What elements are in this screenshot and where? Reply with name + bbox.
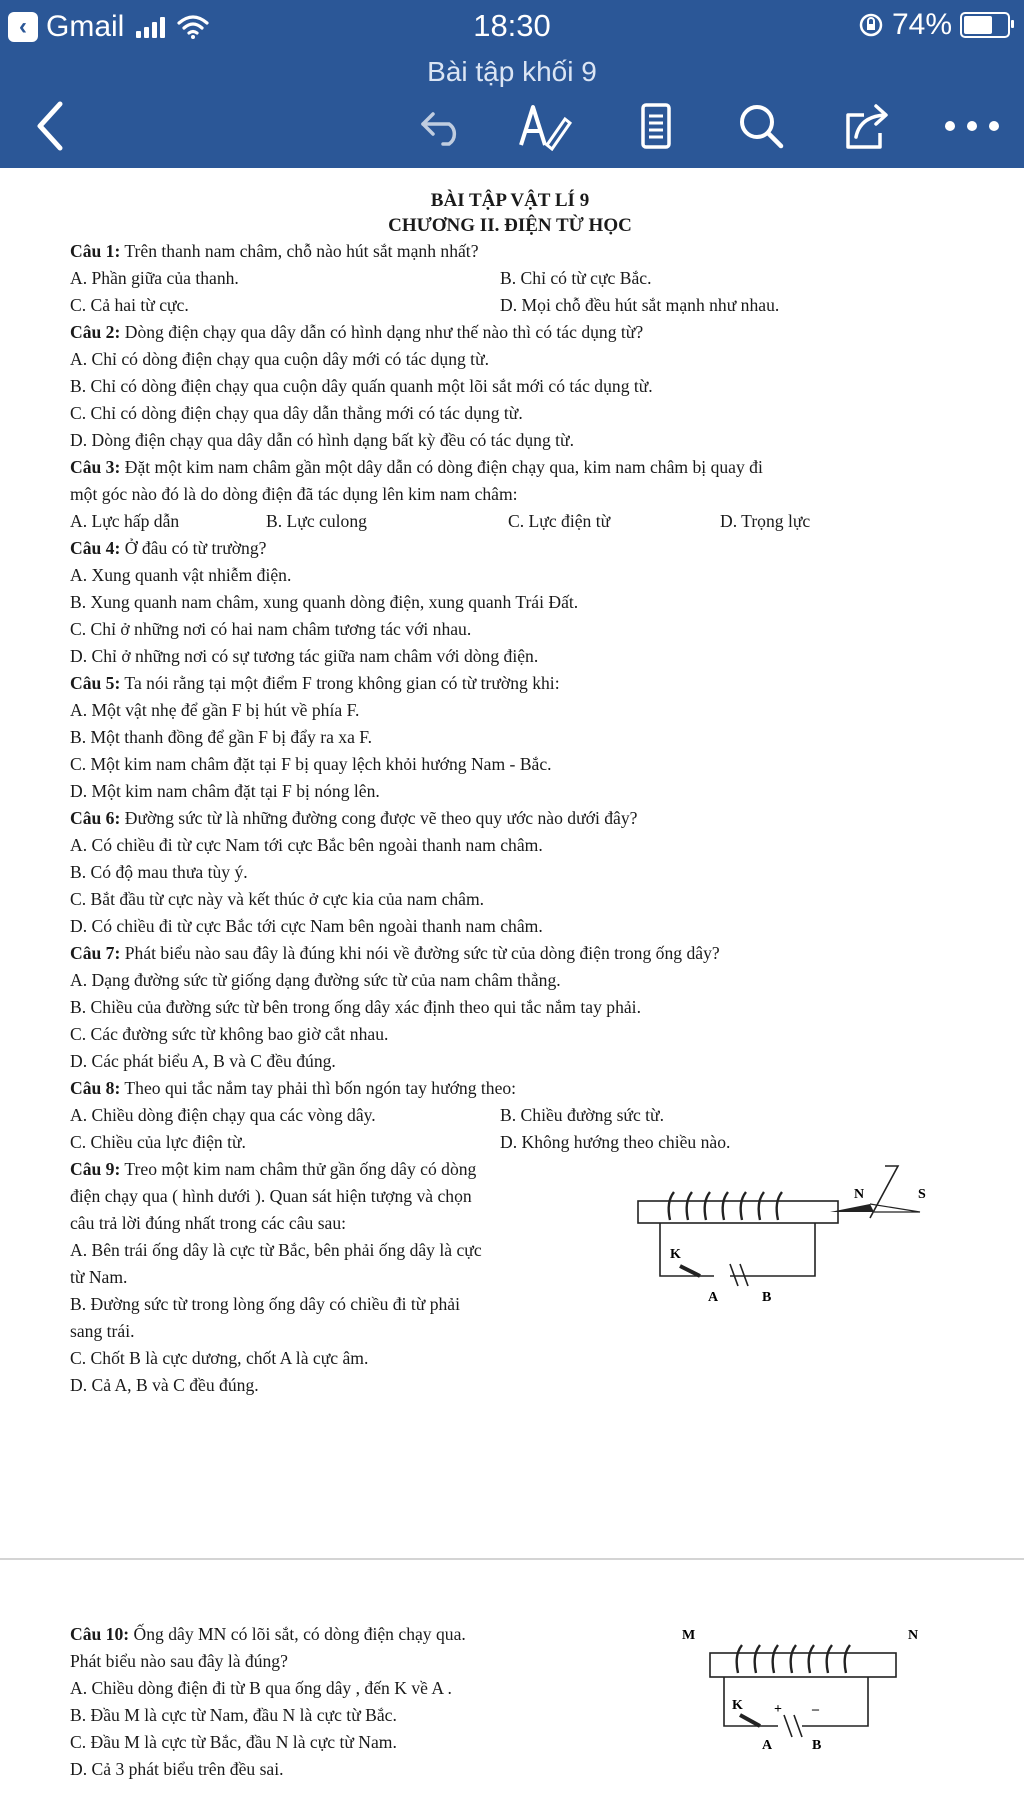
source-app-label: Gmail bbox=[46, 10, 125, 43]
coil-windings bbox=[737, 1645, 850, 1673]
question-label: Câu 1: bbox=[70, 241, 121, 261]
question-label: Câu 6: bbox=[70, 808, 121, 828]
question-label: Câu 9: bbox=[70, 1159, 121, 1179]
question-text: Ống dây MN có lõi sắt, có dòng điện chạy qua. bbox=[129, 1624, 466, 1644]
option-d: D. Dòng điện chạy qua dây dẫn có hình dạng bất kỳ đều có tác dụng từ. bbox=[70, 430, 574, 450]
option-b: B. Chỉ có từ cực Bắc. bbox=[500, 268, 652, 288]
option-a: A. Bên trái ống dây là cực từ Bắc, bên phải ống dây là cực bbox=[70, 1240, 482, 1260]
text-edit-icon bbox=[517, 101, 573, 151]
question-text: Ở đâu có từ trường? bbox=[120, 538, 267, 558]
option-c: C. Một kim nam châm đặt tại F bị quay lệch khỏi hướng Nam - Bắc. bbox=[70, 754, 552, 774]
option-d: D. Một kim nam châm đặt tại F bị nóng lên. bbox=[70, 781, 380, 801]
plus-label: + bbox=[774, 1702, 782, 1717]
question-4 bbox=[70, 535, 950, 562]
reading-view-icon bbox=[639, 102, 673, 150]
option-a: A. Chỉ có dòng điện chạy qua cuộn dây mới có tác dụng từ. bbox=[70, 349, 490, 369]
text-edit-button[interactable] bbox=[515, 96, 575, 156]
terminal-b-label: B bbox=[762, 1290, 772, 1305]
question-3 bbox=[70, 454, 950, 481]
toolbar bbox=[0, 96, 1024, 162]
solenoid-figure-10 bbox=[680, 1621, 940, 1761]
question-label: Câu 5: bbox=[70, 673, 121, 693]
battery-symbol bbox=[730, 1264, 748, 1286]
question-text-cont: câu trả lời đúng nhất trong các câu sau: bbox=[70, 1213, 347, 1233]
minus-label: – bbox=[812, 1702, 819, 1717]
question-text: Trên thanh nam châm, chỗ nào hút sắt mạnh nhất? bbox=[120, 241, 479, 261]
option-d: D. Cả A, B và C đều đúng. bbox=[70, 1375, 259, 1395]
option-d: D. Các phát biểu A, B và C đều đúng. bbox=[70, 1051, 336, 1071]
option-a: A. Một vật nhẹ để gần F bị hút về phía F. bbox=[70, 700, 360, 720]
back-to-app-icon: ‹ bbox=[8, 12, 38, 42]
question-label: Câu 10: bbox=[70, 1624, 130, 1644]
question-text: Đường sức từ là những đường cong được vẽ theo quy ước nào dưới đây? bbox=[120, 808, 638, 828]
search-icon bbox=[736, 101, 786, 151]
option-d: D. Có chiều đi từ cực Bắc tới cực Nam bên ngoài thanh nam châm. bbox=[70, 916, 543, 936]
question-text: Dòng điện chạy qua dây dẫn có hình dạng như thế nào thì có tác dụng từ? bbox=[120, 322, 644, 342]
question-text: Đặt một kim nam châm gần một dây dẫn có dòng điện chạy qua, kim nam châm bị quay đi bbox=[120, 457, 763, 477]
option-b: B. Lực culong bbox=[266, 511, 367, 531]
battery-icon bbox=[960, 12, 1010, 38]
option-b: B. Chỉ có dòng điện chạy qua cuộn dây quấn quanh một lõi sắt mới có tác dụng từ. bbox=[70, 376, 653, 396]
question-5 bbox=[70, 670, 950, 697]
question-10 bbox=[70, 1621, 950, 1783]
switch-k bbox=[680, 1266, 700, 1276]
question-8 bbox=[70, 1075, 950, 1102]
option-a: A. Xung quanh vật nhiễm điện. bbox=[70, 565, 292, 585]
battery-percent: 74% bbox=[891, 8, 952, 41]
option-b: B. Chiều của đường sức từ bên trong ống dây xác định theo qui tắc nắm tay phải. bbox=[70, 997, 641, 1017]
option-a: A. Chiều dòng điện đi từ B qua ống dây , đến K về A . bbox=[70, 1678, 452, 1698]
compass-needle-north bbox=[830, 1204, 874, 1212]
option-a: A. Chiều dòng điện chạy qua các vòng dây. bbox=[70, 1105, 376, 1125]
reading-view-button[interactable] bbox=[632, 96, 680, 156]
question-text-cont: Phát biểu nào sau đây là đúng? bbox=[70, 1651, 288, 1671]
question-label: Câu 4: bbox=[70, 538, 121, 558]
page-break bbox=[0, 1558, 1024, 1560]
question-9 bbox=[70, 1156, 950, 1399]
document-title: Bài tập khối 9 bbox=[427, 56, 597, 87]
option-c: C. Lực điện từ bbox=[508, 511, 611, 531]
solenoid-figure-9 bbox=[630, 1146, 950, 1326]
question-label: Câu 3: bbox=[70, 457, 121, 477]
option-d: D. Mọi chỗ đều hút sắt mạnh như nhau. bbox=[500, 295, 780, 315]
question-label: Câu 8: bbox=[70, 1078, 121, 1098]
question-6 bbox=[70, 805, 950, 832]
compass-needle-south bbox=[870, 1204, 920, 1212]
document-page-1 bbox=[70, 188, 950, 1399]
option-a: A. Lực hấp dẫn bbox=[70, 511, 180, 531]
status-bar bbox=[0, 0, 1024, 52]
question-label: Câu 2: bbox=[70, 322, 121, 342]
more-icon bbox=[942, 119, 1002, 133]
end-m-label: M bbox=[682, 1628, 696, 1643]
compass-holder bbox=[870, 1166, 898, 1218]
option-d: D. Cả 3 phát biểu trên đều sai. bbox=[70, 1759, 284, 1779]
question-text: Treo một kim nam châm thử gần ống dây có dòng bbox=[120, 1159, 477, 1179]
question-text: Theo qui tắc nắm tay phải thì bốn ngón tay hướng theo: bbox=[120, 1078, 517, 1098]
option-d: D. Không hướng theo chiều nào. bbox=[500, 1132, 731, 1152]
document-viewer[interactable] bbox=[0, 168, 1024, 1820]
undo-button[interactable] bbox=[415, 96, 471, 156]
question-text-cont: một góc nào đó là do dòng điện đã tác dụng lên kim nam châm: bbox=[70, 484, 518, 504]
share-button[interactable] bbox=[838, 96, 898, 156]
option-c: C. Các đường sức từ không bao giờ cắt nhau. bbox=[70, 1024, 389, 1044]
option-a: A. Phần giữa của thanh. bbox=[70, 268, 239, 288]
option-b: B. Chiều đường sức từ. bbox=[500, 1105, 664, 1125]
option-c: C. Chỉ có dòng điện chạy qua dây dẫn thẳng mới có tác dụng từ. bbox=[70, 403, 523, 423]
coil-windings bbox=[669, 1192, 782, 1220]
option-c: C. Chốt B là cực dương, chốt A là cực âm. bbox=[70, 1348, 369, 1368]
status-right bbox=[858, 8, 1010, 42]
app-header bbox=[0, 0, 1024, 168]
question-label: Câu 7: bbox=[70, 943, 121, 963]
back-button[interactable] bbox=[26, 96, 76, 156]
clock: 18:30 bbox=[473, 8, 551, 43]
share-icon bbox=[840, 101, 896, 151]
option-b: B. Đầu M là cực từ Nam, đầu N là cực từ Bắc. bbox=[70, 1705, 397, 1725]
doc-heading-1: BÀI TẬP VẬT LÍ 9 bbox=[430, 190, 590, 211]
doc-heading-2: CHƯƠNG II. ĐIỆN TỪ HỌC bbox=[388, 215, 632, 236]
option-c: C. Chiều của lực điện từ. bbox=[70, 1132, 246, 1152]
option-b: B. Một thanh đồng để gần F bị đẩy ra xa F. bbox=[70, 727, 373, 747]
option-b: B. Có độ mau thưa tùy ý. bbox=[70, 862, 248, 882]
battery-symbol bbox=[784, 1715, 802, 1737]
option-c: C. Cả hai từ cực. bbox=[70, 295, 189, 315]
option-c: C. Chỉ ở những nơi có hai nam châm tương tác với nhau. bbox=[70, 619, 472, 639]
question-text: Ta nói rằng tại một điểm F trong không gian có từ trường khi: bbox=[120, 673, 560, 693]
switch-k-label: K bbox=[670, 1247, 681, 1262]
question-7 bbox=[70, 940, 950, 967]
switch-k bbox=[740, 1715, 760, 1726]
needle-n-label: N bbox=[854, 1187, 865, 1202]
needle-s-label: S bbox=[918, 1187, 926, 1202]
question-1 bbox=[70, 238, 950, 265]
terminal-a-label: A bbox=[708, 1290, 719, 1305]
option-b-cont: sang trái. bbox=[70, 1321, 135, 1341]
undo-icon bbox=[419, 106, 467, 146]
question-text: Phát biểu nào sau đây là đúng khi nói về đường sức từ của dòng điện trong ống dây? bbox=[120, 943, 720, 963]
question-text-cont: điện chạy qua ( hình dưới ). Quan sát hiện tượng và chọn bbox=[70, 1186, 472, 1206]
switch-k-label: K bbox=[732, 1698, 743, 1713]
terminal-b-label: B bbox=[812, 1738, 822, 1753]
option-b: B. Xung quanh nam châm, xung quanh dòng điện, xung quanh Trái Đất. bbox=[70, 592, 579, 612]
option-b: B. Đường sức từ trong lòng ống dây có chiều đi từ phải bbox=[70, 1294, 460, 1314]
rotation-lock-icon bbox=[858, 12, 884, 38]
option-a: A. Có chiều đi từ cực Nam tới cực Bắc bên ngoài thanh nam châm. bbox=[70, 835, 543, 855]
question-2 bbox=[70, 319, 950, 346]
option-d: D. Trọng lực bbox=[720, 511, 811, 531]
document-page-2 bbox=[70, 1621, 950, 1783]
option-c: C. Đầu M là cực từ Bắc, đầu N là cực từ Nam. bbox=[70, 1732, 397, 1752]
back-icon bbox=[34, 100, 68, 152]
option-a-cont: từ Nam. bbox=[70, 1267, 128, 1287]
search-button[interactable] bbox=[732, 96, 790, 156]
option-c: C. Bắt đầu từ cực này và kết thúc ở cực kia của nam châm. bbox=[70, 889, 485, 909]
option-a: A. Dạng đường sức từ giống dạng đường sức từ của nam châm thẳng. bbox=[70, 970, 561, 990]
end-n-label: N bbox=[908, 1628, 919, 1643]
option-d: D. Chỉ ở những nơi có sự tương tác giữa nam châm với dòng điện. bbox=[70, 646, 539, 666]
more-button[interactable] bbox=[940, 96, 1004, 156]
terminal-a-label: A bbox=[762, 1738, 773, 1753]
